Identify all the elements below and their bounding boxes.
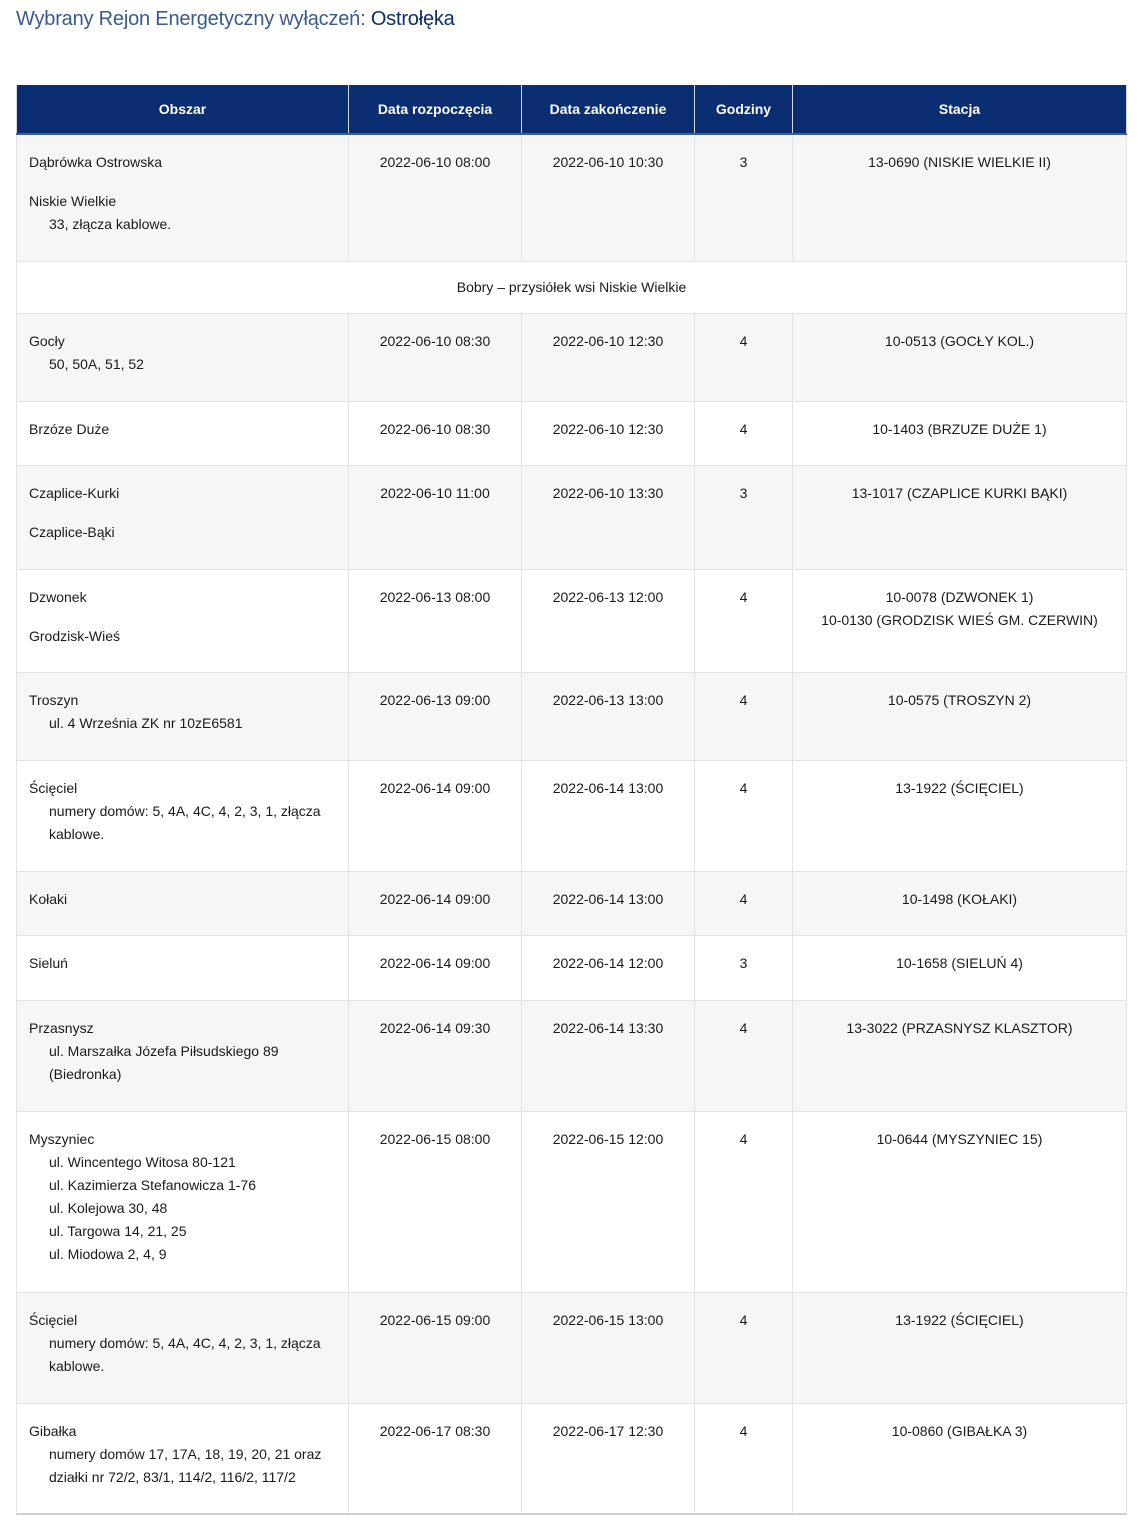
table-row <box>17 871 1127 935</box>
address-detail: numery domów: 5, 4A, 4C, 4, 2, 3, 1, złącza kablowe. <box>49 802 321 842</box>
area-cell <box>17 871 349 935</box>
address-detail: ul. 4 Września ZK nr 10zE6581 <box>49 714 243 731</box>
area-cell <box>17 672 349 760</box>
hours-cell: 4 <box>695 401 793 465</box>
table-row <box>17 1000 1127 1111</box>
area-cell <box>17 1403 349 1514</box>
station-cell: 10-0644 (MYSZYNIEC 15) <box>793 1111 1127 1292</box>
table-row <box>17 672 1127 760</box>
locality-name: Dzwonek <box>29 588 87 605</box>
locality-name: Troszyn <box>29 691 79 708</box>
area-cell <box>17 401 349 465</box>
area-cell <box>17 935 349 1000</box>
selected-region: Ostrołęka <box>370 8 455 30</box>
hours-cell: 4 <box>695 760 793 871</box>
end-cell: 2022-06-10 13:30 <box>522 465 695 569</box>
table-note-row <box>17 261 1127 313</box>
hours-cell: 3 <box>695 935 793 1000</box>
page-title-prefix: Wybrany Rejon Energetyczny wyłączeń: <box>16 8 366 30</box>
end-cell: 2022-06-13 13:00 <box>522 672 695 760</box>
start-cell: 2022-06-15 08:00 <box>349 1111 522 1292</box>
station-cell: 13-1922 (ŚCIĘCIEL) <box>793 760 1127 871</box>
column-header-area: Obszar <box>17 85 349 134</box>
end-cell: 2022-06-15 13:00 <box>522 1292 695 1403</box>
table-header <box>17 85 1127 134</box>
address-detail: numery domów 17, 17A, 18, 19, 20, 21 oraz działki nr 72/2, 83/1, 114/2, 116/2, 117/2 <box>49 1445 322 1485</box>
area-cell <box>17 465 349 569</box>
end-cell: 2022-06-17 12:30 <box>522 1403 695 1514</box>
table-row <box>17 401 1127 465</box>
locality-name: Myszyniec <box>29 1130 95 1147</box>
address-detail: ul. Kazimierza Stefanowicza 1-76 <box>49 1176 256 1193</box>
table-row <box>17 1292 1127 1403</box>
locality-name: Niskie Wielkie <box>29 193 117 209</box>
area-cell <box>17 760 349 871</box>
column-header-end: Data zakończenie <box>522 85 695 134</box>
column-header-start: Data rozpoczęcia <box>349 85 522 134</box>
locality-name: Dąbrówka Ostrowska <box>29 154 163 170</box>
table-row <box>17 1403 1127 1514</box>
start-cell: 2022-06-13 08:00 <box>349 569 522 672</box>
hours-cell: 4 <box>695 1000 793 1111</box>
area-cell <box>17 1000 349 1111</box>
table-row <box>17 1111 1127 1292</box>
station-cell: 13-0690 (NISKIE WIELKIE II) <box>793 134 1127 261</box>
locality-name: Grodzisk-Wieś <box>29 627 121 644</box>
station-cell: 10-0513 (GOCŁY KOL.) <box>793 313 1127 401</box>
locality-name: Kołaki <box>29 890 68 907</box>
locality-name: Brzóze Duże <box>29 420 110 437</box>
start-cell: 2022-06-14 09:00 <box>349 935 522 1000</box>
station-cell: 13-3022 (PRZASNYSZ KLASZTOR) <box>793 1000 1127 1111</box>
hours-cell: 4 <box>695 1111 793 1292</box>
table-row <box>17 134 1127 261</box>
start-cell: 2022-06-15 09:00 <box>349 1292 522 1403</box>
address-detail: 50, 50A, 51, 52 <box>49 355 144 372</box>
hours-cell: 4 <box>695 1403 793 1514</box>
station-cell <box>793 569 1127 672</box>
address-detail: numery domów: 5, 4A, 4C, 4, 2, 3, 1, złącza kablowe. <box>49 1334 321 1374</box>
column-header-hours: Godziny <box>695 85 793 134</box>
locality-name: Ścięciel <box>29 1311 78 1328</box>
end-cell: 2022-06-10 10:30 <box>522 134 695 261</box>
hours-cell: 4 <box>695 672 793 760</box>
end-cell: 2022-06-14 12:00 <box>522 935 695 1000</box>
header-row <box>17 85 1127 134</box>
locality-name: Gibałka <box>29 1422 77 1439</box>
table-row <box>17 569 1127 672</box>
station-cell: 10-0575 (TROSZYN 2) <box>793 672 1127 760</box>
end-cell: 2022-06-10 12:30 <box>522 401 695 465</box>
table-row <box>17 760 1127 871</box>
area-cell <box>17 1292 349 1403</box>
address-detail: ul. Kolejowa 30, 48 <box>49 1199 168 1216</box>
page-title <box>16 8 455 31</box>
note-cell: Bobry – przysiółek wsi Niskie Wielkie <box>17 261 1127 313</box>
start-cell: 2022-06-14 09:30 <box>349 1000 522 1111</box>
start-cell: 2022-06-10 08:00 <box>349 134 522 261</box>
end-cell: 2022-06-15 12:00 <box>522 1111 695 1292</box>
hours-cell: 4 <box>695 1292 793 1403</box>
locality-name: Sieluń <box>29 954 68 971</box>
address-detail: ul. Wincentego Witosa 80-121 <box>49 1153 236 1170</box>
start-cell: 2022-06-13 09:00 <box>349 672 522 760</box>
area-cell <box>17 1111 349 1292</box>
end-cell: 2022-06-13 12:00 <box>522 569 695 672</box>
start-cell: 2022-06-10 11:00 <box>349 465 522 569</box>
hours-cell: 3 <box>695 134 793 261</box>
station-cell: 10-1498 (KOŁAKI) <box>793 871 1127 935</box>
station-name: 10-0078 (DZWONEK 1) <box>885 588 1034 605</box>
locality-name: Czaplice-Bąki <box>29 523 115 540</box>
hours-cell: 4 <box>695 569 793 672</box>
locality-name: Czaplice-Kurki <box>29 484 120 501</box>
address-detail: 33, złącza kablowe. <box>49 216 172 232</box>
station-cell: 10-1658 (SIELUŃ 4) <box>793 935 1127 1000</box>
area-cell <box>17 134 349 261</box>
station-name: 10-0130 (GRODZISK WIEŚ GM. CZERWIN) <box>821 611 1098 628</box>
end-cell: 2022-06-14 13:00 <box>522 871 695 935</box>
start-cell: 2022-06-14 09:00 <box>349 760 522 871</box>
end-cell: 2022-06-10 12:30 <box>522 313 695 401</box>
address-detail: ul. Targowa 14, 21, 25 <box>49 1222 187 1239</box>
start-cell: 2022-06-10 08:30 <box>349 313 522 401</box>
table-row <box>17 465 1127 569</box>
area-cell <box>17 313 349 401</box>
start-cell: 2022-06-17 08:30 <box>349 1403 522 1514</box>
table-row <box>17 313 1127 401</box>
area-cell <box>17 569 349 672</box>
address-detail: ul. Miodowa 2, 4, 9 <box>49 1245 167 1262</box>
table-body <box>17 134 1127 1514</box>
table-row <box>17 935 1127 1000</box>
station-cell: 10-1403 (BRZUZE DUŻE 1) <box>793 401 1127 465</box>
column-header-station: Stacja <box>793 85 1127 134</box>
locality-name: Ścięciel <box>29 779 78 796</box>
hours-cell: 3 <box>695 465 793 569</box>
locality-name: Gocły <box>29 332 65 349</box>
hours-cell: 4 <box>695 313 793 401</box>
locality-name: Przasnysz <box>29 1019 94 1036</box>
outages-table-container <box>16 85 1126 1515</box>
end-cell: 2022-06-14 13:30 <box>522 1000 695 1111</box>
start-cell: 2022-06-14 09:00 <box>349 871 522 935</box>
outages-table <box>16 85 1127 1515</box>
address-detail: ul. Marszałka Józefa Piłsudskiego 89 (Biedronka) <box>49 1042 279 1082</box>
start-cell: 2022-06-10 08:30 <box>349 401 522 465</box>
hours-cell: 4 <box>695 871 793 935</box>
station-cell: 13-1922 (ŚCIĘCIEL) <box>793 1292 1127 1403</box>
station-cell: 13-1017 (CZAPLICE KURKI BĄKI) <box>793 465 1127 569</box>
station-cell: 10-0860 (GIBAŁKA 3) <box>793 1403 1127 1514</box>
end-cell: 2022-06-14 13:00 <box>522 760 695 871</box>
